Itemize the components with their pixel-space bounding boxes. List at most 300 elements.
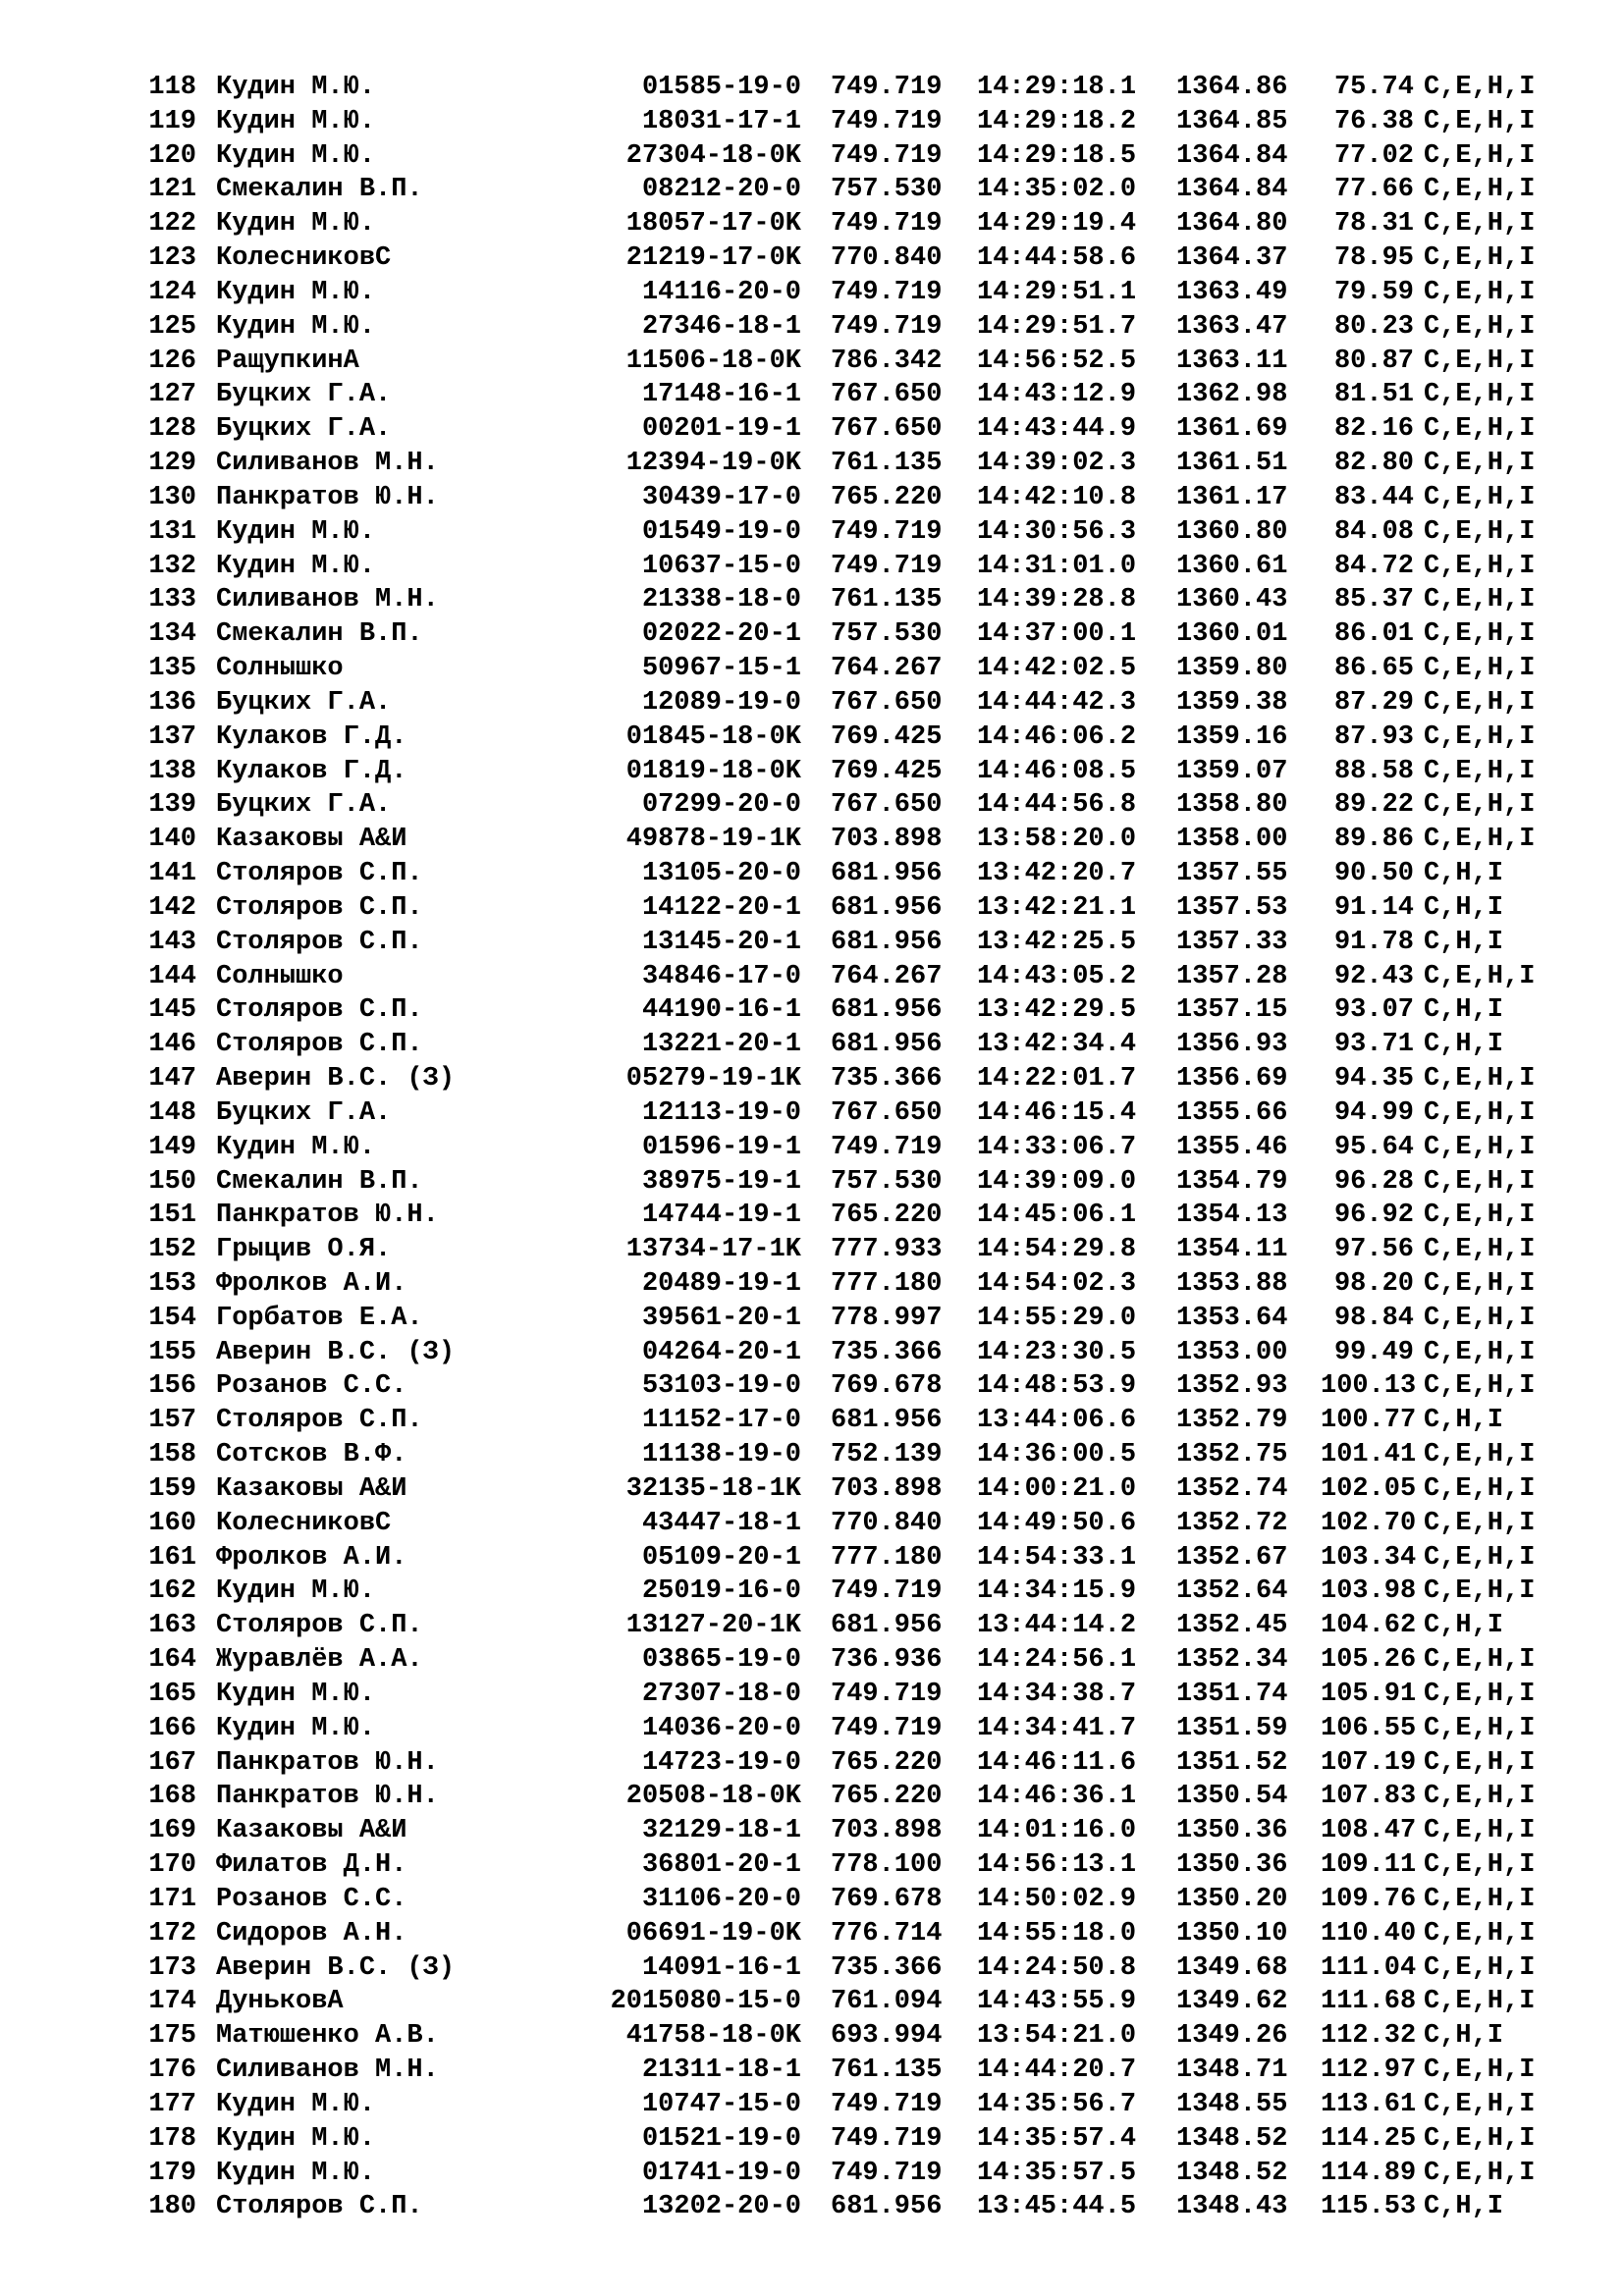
categories: C,E,H,I	[1424, 619, 1536, 650]
distance: 767.650	[831, 1097, 943, 1128]
table-row	[0, 1267, 1624, 1302]
fancier-name: Кудин М.Ю.	[216, 2123, 376, 2154]
arrival-time: 14:01:16.0	[977, 1816, 1137, 1846]
speed: 1350.36	[1176, 1816, 1288, 1846]
table-row	[0, 960, 1624, 994]
ring-number: 14744-19-1	[641, 1201, 801, 1231]
distance: 761.135	[831, 585, 943, 615]
categories: C,E,H,I	[1424, 1918, 1536, 1949]
rank-number: 118	[148, 73, 196, 102]
coefficient: 78.31	[1333, 209, 1414, 240]
speed: 1348.55	[1176, 2089, 1288, 2119]
ring-number: 32135-18-1K	[625, 1473, 801, 1504]
distance: 703.898	[831, 825, 943, 855]
table-row	[0, 1643, 1624, 1678]
ring-number: 32129-18-1	[641, 1816, 801, 1846]
arrival-time: 14:23:30.5	[977, 1337, 1137, 1367]
coefficient: 77.66	[1333, 175, 1414, 205]
categories: C,H,I	[1424, 1406, 1504, 1436]
distance: 767.650	[831, 790, 943, 821]
fancier-name: РащупкинА	[216, 346, 359, 376]
speed: 1361.51	[1176, 449, 1288, 479]
categories: C,E,H,I	[1424, 551, 1536, 581]
arrival-time: 14:42:10.8	[977, 482, 1137, 512]
categories: C,E,H,I	[1424, 1371, 1536, 1402]
ring-number: 12089-19-0	[641, 687, 801, 718]
coefficient: 77.02	[1333, 140, 1414, 171]
rank-number: 162	[148, 1576, 196, 1607]
categories: C,E,H,I	[1424, 209, 1536, 240]
speed: 1364.80	[1176, 209, 1288, 240]
arrival-time: 13:45:44.5	[977, 2192, 1137, 2222]
rank-number: 180	[148, 2192, 196, 2222]
rank-number: 148	[148, 1097, 196, 1128]
fancier-name: Смекалин В.П.	[216, 1166, 423, 1197]
arrival-time: 14:48:53.9	[977, 1371, 1137, 1402]
categories: C,E,H,I	[1424, 1201, 1536, 1231]
ring-number: 01585-19-0	[641, 73, 801, 102]
categories: C,E,H,I	[1424, 825, 1536, 855]
categories: C,E,H,I	[1424, 1782, 1536, 1812]
speed: 1360.01	[1176, 619, 1288, 650]
coefficient: 85.37	[1333, 585, 1414, 615]
coefficient: 93.07	[1333, 995, 1414, 1026]
table-row	[0, 207, 1624, 241]
arrival-time: 14:34:38.7	[977, 1679, 1137, 1709]
coefficient: 99.49	[1333, 1337, 1414, 1367]
arrival-time: 14:30:56.3	[977, 516, 1137, 547]
table-row	[0, 1575, 1624, 1609]
fancier-name: Розанов С.С.	[216, 1371, 407, 1402]
ring-number: 13202-20-0	[641, 2192, 801, 2222]
arrival-time: 14:44:20.7	[977, 2056, 1137, 2086]
table-row	[0, 241, 1624, 276]
coefficient: 84.72	[1333, 551, 1414, 581]
table-row	[0, 1302, 1624, 1336]
coefficient: 95.64	[1333, 1132, 1414, 1162]
speed: 1350.10	[1176, 1918, 1288, 1949]
distance: 757.530	[831, 1166, 943, 1197]
categories: C,E,H,I	[1424, 1952, 1536, 1983]
table-row	[0, 1369, 1624, 1404]
coefficient: 79.59	[1333, 277, 1414, 307]
coefficient: 110.40	[1321, 1918, 1417, 1949]
categories: C,H,I	[1424, 1611, 1504, 1641]
distance: 749.719	[831, 1576, 943, 1607]
rank-number: 141	[148, 859, 196, 889]
rank-number: 176	[148, 2056, 196, 2086]
categories: C,E,H,I	[1424, 1508, 1536, 1538]
distance: 681.956	[831, 1406, 943, 1436]
rank-number: 119	[148, 106, 196, 136]
distance: 765.220	[831, 1782, 943, 1812]
fancier-name: Кудин М.Ю.	[216, 551, 376, 581]
categories: C,E,H,I	[1424, 380, 1536, 410]
arrival-time: 14:43:05.2	[977, 961, 1137, 991]
rank-number: 165	[148, 1679, 196, 1709]
distance: 769.678	[831, 1371, 943, 1402]
distance: 749.719	[831, 277, 943, 307]
arrival-time: 14:29:18.1	[977, 73, 1137, 102]
rank-number: 147	[148, 1064, 196, 1095]
arrival-time: 14:29:19.4	[977, 209, 1137, 240]
speed: 1353.00	[1176, 1337, 1288, 1367]
arrival-time: 14:43:44.9	[977, 414, 1137, 445]
distance: 693.994	[831, 2021, 943, 2052]
coefficient: 108.47	[1321, 1816, 1417, 1846]
coefficient: 75.74	[1333, 73, 1414, 102]
ring-number: 05109-20-1	[641, 1542, 801, 1573]
speed: 1352.74	[1176, 1473, 1288, 1504]
rank-number: 146	[148, 1030, 196, 1060]
speed: 1350.36	[1176, 1850, 1288, 1881]
ring-number: 01596-19-1	[641, 1132, 801, 1162]
table-row	[0, 481, 1624, 515]
speed: 1352.79	[1176, 1406, 1288, 1436]
table-row	[0, 2088, 1624, 2122]
arrival-time: 13:44:14.2	[977, 1611, 1137, 1641]
distance: 776.714	[831, 1918, 943, 1949]
table-row	[0, 1131, 1624, 1165]
results-table	[0, 71, 1624, 2224]
categories: C,E,H,I	[1424, 1268, 1536, 1299]
distance: 749.719	[831, 1679, 943, 1709]
arrival-time: 13:42:21.1	[977, 892, 1137, 923]
fancier-name: Фролков А.И.	[216, 1268, 407, 1299]
rank-number: 139	[148, 790, 196, 821]
table-row	[0, 1472, 1624, 1507]
coefficient: 105.91	[1321, 1679, 1417, 1709]
speed: 1359.80	[1176, 654, 1288, 684]
distance: 770.840	[831, 243, 943, 274]
distance: 764.267	[831, 961, 943, 991]
rank-number: 142	[148, 892, 196, 923]
rank-number: 145	[148, 995, 196, 1026]
rank-number: 126	[148, 346, 196, 376]
fancier-name: Смекалин В.П.	[216, 619, 423, 650]
coefficient: 83.44	[1333, 482, 1414, 512]
speed: 1363.47	[1176, 311, 1288, 342]
table-row	[0, 1438, 1624, 1472]
arrival-time: 13:42:29.5	[977, 995, 1137, 1026]
table-row	[0, 412, 1624, 447]
distance: 767.650	[831, 414, 943, 445]
arrival-time: 14:36:00.5	[977, 1440, 1137, 1470]
ring-number: 14122-20-1	[641, 892, 801, 923]
table-row	[0, 1780, 1624, 1814]
distance: 757.530	[831, 175, 943, 205]
table-row	[0, 1848, 1624, 1883]
arrival-time: 14:44:42.3	[977, 687, 1137, 718]
categories: C,E,H,I	[1424, 1576, 1536, 1607]
rank-number: 177	[148, 2089, 196, 2119]
arrival-time: 14:44:58.6	[977, 243, 1137, 274]
categories: C,E,H,I	[1424, 1166, 1536, 1197]
fancier-name: Кудин М.Ю.	[216, 2089, 376, 2119]
rank-number: 167	[148, 1747, 196, 1778]
ring-number: 25019-16-0	[641, 1576, 801, 1607]
rank-number: 160	[148, 1508, 196, 1538]
coefficient: 115.53	[1321, 2192, 1417, 2222]
rank-number: 143	[148, 927, 196, 957]
coefficient: 100.13	[1321, 1371, 1417, 1402]
rank-number: 166	[148, 1713, 196, 1743]
speed: 1350.54	[1176, 1782, 1288, 1812]
arrival-time: 14:35:02.0	[977, 175, 1137, 205]
speed: 1358.00	[1176, 825, 1288, 855]
arrival-time: 14:56:13.1	[977, 1850, 1137, 1881]
rank-number: 153	[148, 1268, 196, 1299]
arrival-time: 14:31:01.0	[977, 551, 1137, 581]
table-row	[0, 1985, 1624, 2019]
categories: C,E,H,I	[1424, 175, 1536, 205]
coefficient: 89.86	[1333, 825, 1414, 855]
speed: 1351.74	[1176, 1679, 1288, 1709]
categories: C,E,H,I	[1424, 961, 1536, 991]
fancier-name: Буцких Г.А.	[216, 380, 392, 410]
fancier-name: Матюшенко А.В.	[216, 2021, 439, 2052]
fancier-name: Кудин М.Ю.	[216, 209, 376, 240]
ring-number: 30439-17-0	[641, 482, 801, 512]
categories: C,E,H,I	[1424, 482, 1536, 512]
table-row	[0, 721, 1624, 755]
coefficient: 76.38	[1333, 106, 1414, 136]
distance: 703.898	[831, 1816, 943, 1846]
rank-number: 179	[148, 2158, 196, 2188]
speed: 1349.62	[1176, 1987, 1288, 2017]
speed: 1352.93	[1176, 1371, 1288, 1402]
coefficient: 87.29	[1333, 687, 1414, 718]
categories: C,E,H,I	[1424, 243, 1536, 274]
table-row	[0, 1165, 1624, 1200]
distance: 749.719	[831, 140, 943, 171]
coefficient: 114.89	[1321, 2158, 1417, 2188]
coefficient: 97.56	[1333, 1235, 1414, 1265]
categories: C,E,H,I	[1424, 1337, 1536, 1367]
rank-number: 127	[148, 380, 196, 410]
categories: C,H,I	[1424, 995, 1504, 1026]
speed: 1364.37	[1176, 243, 1288, 274]
arrival-time: 14:29:51.1	[977, 277, 1137, 307]
fancier-name: Столяров С.П.	[216, 2192, 423, 2222]
coefficient: 103.34	[1321, 1542, 1417, 1573]
categories: C,E,H,I	[1424, 790, 1536, 821]
arrival-time: 13:42:34.4	[977, 1030, 1137, 1060]
rank-number: 121	[148, 175, 196, 205]
table-row	[0, 345, 1624, 379]
distance: 749.719	[831, 2158, 943, 2188]
coefficient: 94.35	[1333, 1064, 1414, 1095]
fancier-name: Панкратов Ю.Н.	[216, 482, 439, 512]
table-row	[0, 515, 1624, 550]
ring-number: 18057-17-0K	[625, 209, 801, 240]
categories: C,E,H,I	[1424, 2123, 1536, 2154]
categories: C,E,H,I	[1424, 1097, 1536, 1128]
table-row	[0, 447, 1624, 481]
coefficient: 102.05	[1321, 1473, 1417, 1504]
ring-number: 38975-19-1	[641, 1166, 801, 1197]
ring-number: 41758-18-0K	[625, 2021, 801, 2052]
table-row	[0, 2054, 1624, 2088]
categories: C,E,H,I	[1424, 106, 1536, 136]
speed: 1363.49	[1176, 277, 1288, 307]
table-row	[0, 310, 1624, 345]
table-row	[0, 1336, 1624, 1370]
speed: 1355.66	[1176, 1097, 1288, 1128]
arrival-time: 14:44:56.8	[977, 790, 1137, 821]
coefficient: 92.43	[1333, 961, 1414, 991]
fancier-name: Буцких Г.А.	[216, 414, 392, 445]
categories: C,E,H,I	[1424, 1542, 1536, 1573]
ring-number: 31106-20-0	[641, 1884, 801, 1914]
table-row	[0, 617, 1624, 652]
coefficient: 84.08	[1333, 516, 1414, 547]
ring-number: 36801-20-1	[641, 1850, 801, 1881]
ring-number: 43447-18-1	[641, 1508, 801, 1538]
ring-number: 13734-17-1K	[625, 1235, 801, 1265]
fancier-name: Казаковы А&И	[216, 1816, 407, 1846]
categories: C,H,I	[1424, 2021, 1504, 2052]
speed: 1356.69	[1176, 1064, 1288, 1095]
arrival-time: 13:44:06.6	[977, 1406, 1137, 1436]
ring-number: 17148-16-1	[641, 380, 801, 410]
speed: 1356.93	[1176, 1030, 1288, 1060]
categories: C,E,H,I	[1424, 1303, 1536, 1333]
distance: 681.956	[831, 1030, 943, 1060]
categories: C,E,H,I	[1424, 756, 1536, 786]
ring-number: 01741-19-0	[641, 2158, 801, 2188]
arrival-time: 14:46:06.2	[977, 721, 1137, 752]
rank-number: 132	[148, 551, 196, 581]
coefficient: 112.32	[1321, 2021, 1417, 2052]
speed: 1353.88	[1176, 1268, 1288, 1299]
distance: 735.366	[831, 1952, 943, 1983]
arrival-time: 13:54:21.0	[977, 2021, 1137, 2052]
arrival-time: 14:54:33.1	[977, 1542, 1137, 1573]
ring-number: 27304-18-0K	[625, 140, 801, 171]
categories: C,E,H,I	[1424, 721, 1536, 752]
fancier-name: Смекалин В.П.	[216, 175, 423, 205]
fancier-name: Журавлёв А.А.	[216, 1645, 423, 1676]
ring-number: 01845-18-0K	[625, 721, 801, 752]
rank-number: 138	[148, 756, 196, 786]
arrival-time: 14:55:29.0	[977, 1303, 1137, 1333]
distance: 681.956	[831, 2192, 943, 2222]
coefficient: 100.77	[1321, 1406, 1417, 1436]
distance: 777.180	[831, 1268, 943, 1299]
speed: 1359.07	[1176, 756, 1288, 786]
arrival-time: 14:24:50.8	[977, 1952, 1137, 1983]
distance: 761.135	[831, 449, 943, 479]
fancier-name: Сотсков В.Ф.	[216, 1440, 407, 1470]
speed: 1359.38	[1176, 687, 1288, 718]
categories: C,H,I	[1424, 927, 1504, 957]
distance: 752.139	[831, 1440, 943, 1470]
ring-number: 11506-18-0K	[625, 346, 801, 376]
speed: 1357.33	[1176, 927, 1288, 957]
table-row	[0, 1096, 1624, 1131]
coefficient: 111.68	[1321, 1987, 1417, 2017]
ring-number: 27307-18-0	[641, 1679, 801, 1709]
rank-number: 159	[148, 1473, 196, 1504]
speed: 1352.67	[1176, 1542, 1288, 1573]
coefficient: 98.84	[1333, 1303, 1414, 1333]
categories: C,E,H,I	[1424, 277, 1536, 307]
ring-number: 13127-20-1K	[625, 1611, 801, 1641]
distance: 769.425	[831, 721, 943, 752]
distance: 681.956	[831, 859, 943, 889]
rank-number: 135	[148, 654, 196, 684]
coefficient: 81.51	[1333, 380, 1414, 410]
speed: 1352.75	[1176, 1440, 1288, 1470]
speed: 1363.11	[1176, 346, 1288, 376]
table-row	[0, 1814, 1624, 1848]
rank-number: 169	[148, 1816, 196, 1846]
fancier-name: Панкратов Ю.Н.	[216, 1782, 439, 1812]
arrival-time: 14:37:00.1	[977, 619, 1137, 650]
distance: 749.719	[831, 2123, 943, 2154]
ring-number: 20489-19-1	[641, 1268, 801, 1299]
categories: C,E,H,I	[1424, 1235, 1536, 1265]
fancier-name: Кудин М.Ю.	[216, 1679, 376, 1709]
distance: 749.719	[831, 1713, 943, 1743]
categories: C,E,H,I	[1424, 73, 1536, 102]
coefficient: 103.98	[1321, 1576, 1417, 1607]
fancier-name: Буцких Г.А.	[216, 687, 392, 718]
arrival-time: 14:35:56.7	[977, 2089, 1137, 2119]
coefficient: 86.65	[1333, 654, 1414, 684]
ring-number: 11138-19-0	[641, 1440, 801, 1470]
table-row	[0, 891, 1624, 926]
distance: 749.719	[831, 209, 943, 240]
fancier-name: Кудин М.Ю.	[216, 1132, 376, 1162]
speed: 1361.17	[1176, 482, 1288, 512]
ring-number: 13105-20-0	[641, 859, 801, 889]
distance: 749.719	[831, 516, 943, 547]
arrival-time: 13:42:25.5	[977, 927, 1137, 957]
rank-number: 140	[148, 825, 196, 855]
fancier-name: Филатов Д.Н.	[216, 1850, 407, 1881]
table-row	[0, 1712, 1624, 1746]
table-row	[0, 1541, 1624, 1575]
rank-number: 173	[148, 1952, 196, 1983]
table-row	[0, 788, 1624, 823]
coefficient: 109.11	[1321, 1850, 1417, 1881]
categories: C,E,H,I	[1424, 140, 1536, 171]
distance: 767.650	[831, 380, 943, 410]
coefficient: 90.50	[1333, 859, 1414, 889]
fancier-name: Сидоров А.Н.	[216, 1918, 407, 1949]
distance: 757.530	[831, 619, 943, 650]
speed: 1358.80	[1176, 790, 1288, 821]
speed: 1364.84	[1176, 175, 1288, 205]
ring-number: 14116-20-0	[641, 277, 801, 307]
coefficient: 96.28	[1333, 1166, 1414, 1197]
coefficient: 109.76	[1321, 1884, 1417, 1914]
speed: 1355.46	[1176, 1132, 1288, 1162]
coefficient: 88.58	[1333, 756, 1414, 786]
arrival-time: 14:46:08.5	[977, 756, 1137, 786]
arrival-time: 13:58:20.0	[977, 825, 1137, 855]
ring-number: 34846-17-0	[641, 961, 801, 991]
fancier-name: Буцких Г.А.	[216, 1097, 392, 1128]
rank-number: 155	[148, 1337, 196, 1367]
fancier-name: Силиванов М.Н.	[216, 449, 439, 479]
coefficient: 105.26	[1321, 1645, 1417, 1676]
table-row	[0, 1404, 1624, 1438]
categories: C,H,I	[1424, 859, 1504, 889]
ring-number: 50967-15-1	[641, 654, 801, 684]
